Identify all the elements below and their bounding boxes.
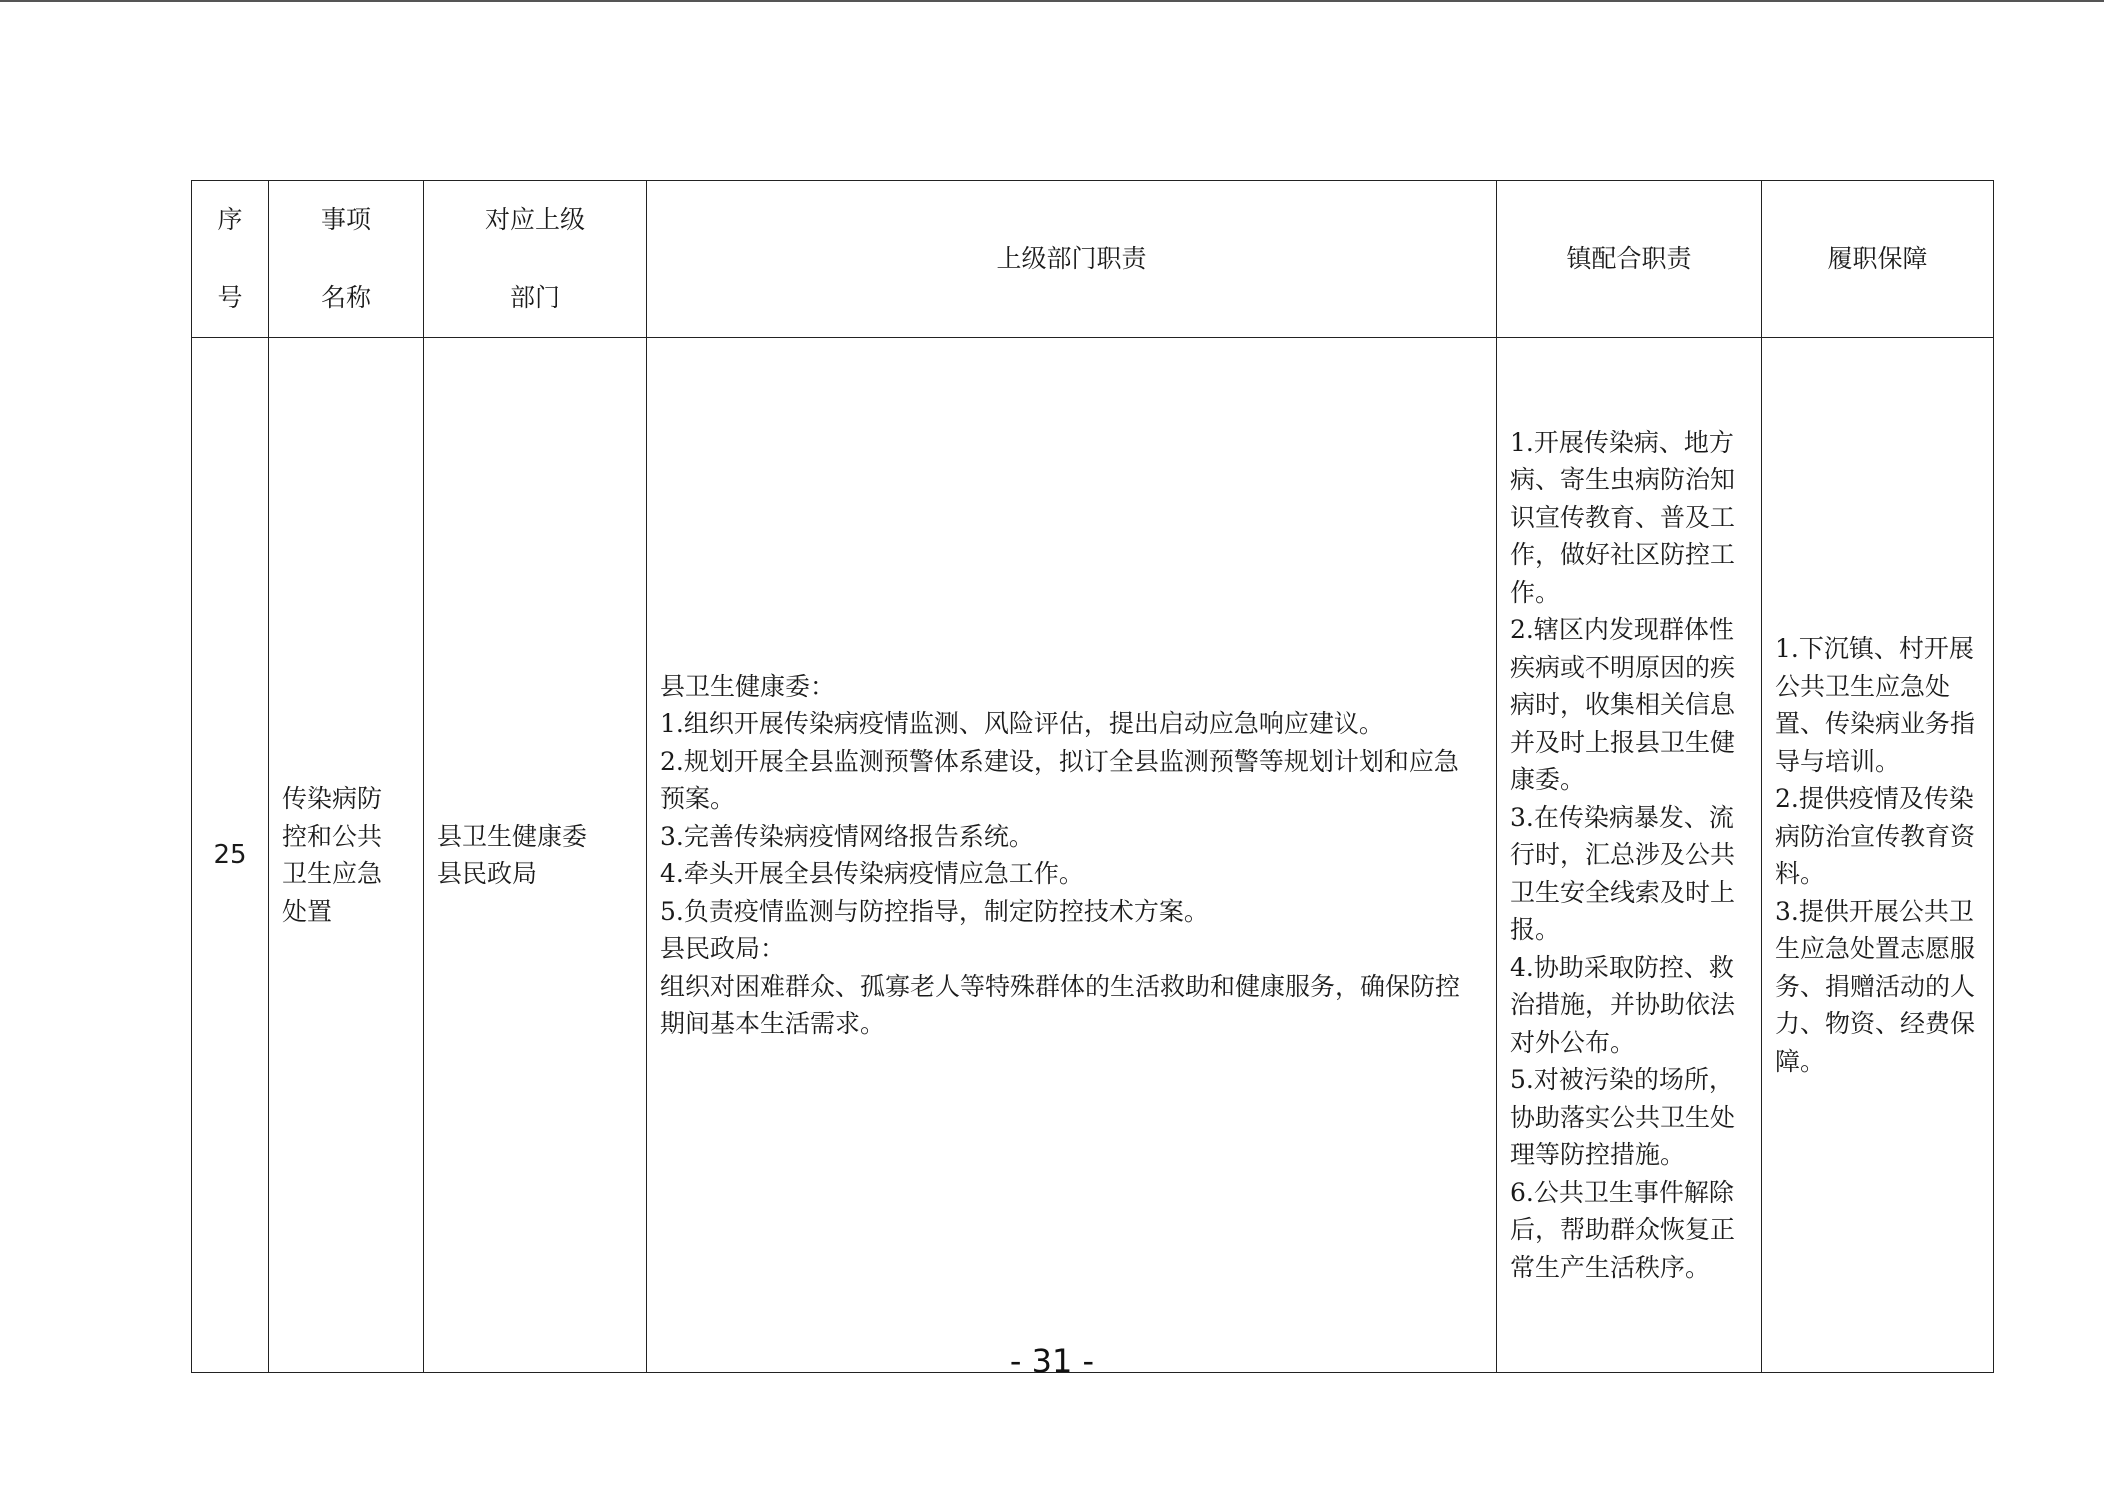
duty-table [191, 180, 1994, 1373]
cell-superior-duties [647, 338, 1497, 1373]
header-item-name: 事项 名称 [269, 181, 424, 338]
cell-item-name: 传染病防 控和公共 卫生应急 处置 [269, 338, 424, 1373]
guarantee-item: 3.提供开展公共卫生应急处置志愿服务、捐赠活动的人力、物资、经费保障。 [1775, 896, 1976, 1076]
town-duty-item: 5.对被污染的场所，协助落实公共卫生处理等防控措施。 [1510, 1065, 1736, 1170]
duties-line: 3.完善传染病疫情网络报告系统。 [660, 821, 1034, 851]
duties-line: 1.组织开展传染病疫情监测、风险评估，提出启动应急响应建议。 [660, 709, 1384, 738]
town-duty-item: 2.辖区内发现群体性疾病或不明原因的疾病时，收集相关信息并及时上报县卫生健康委。 [1510, 615, 1736, 795]
page-number: - 31 - [1009, 1342, 1095, 1380]
town-duty-item: 3.在传染病暴发、流行时，汇总涉及公共卫生安全线索及时上报。 [1510, 802, 1736, 945]
top-border-line [0, 0, 2104, 2]
duties-line: 县卫生健康委： [660, 671, 836, 701]
header-town-duties: 镇配合职责 [1497, 181, 1762, 338]
duties-line: 4.牵头开展全县传染病疫情应急工作。 [660, 859, 1084, 888]
duties-line: 组织对困难群众、孤寡老人等特殊群体的生活救助和健康服务，确保防控期间基本生活需求。 [660, 971, 1461, 1038]
guarantee-item: 1.下沉镇、村开展公共卫生应急处置、传染病业务指导与培训。 [1775, 634, 1976, 776]
guarantee-item: 2.提供疫情及传染病防治宣传教育资料。 [1775, 784, 1976, 888]
table-row [192, 338, 1994, 1373]
seq-number: 25 [213, 839, 247, 870]
cell-superior-dept: 县卫生健康委 县民政局 [424, 338, 647, 1373]
cell-town-duties [1497, 338, 1762, 1373]
header-seq: 序 号 [192, 181, 269, 338]
header-row [192, 181, 1994, 338]
header-guarantee: 履职保障 [1762, 181, 1994, 338]
cell-seq [192, 338, 269, 1373]
cell-guarantee [1762, 338, 1994, 1373]
duties-line: 5.负责疫情监测与防控指导，制定防控技术方案。 [660, 896, 1209, 926]
town-duty-item: 1.开展传染病、地方病、寄生虫病防治知识宣传教育、普及工作，做好社区防控工作。 [1510, 427, 1736, 607]
duties-line: 2.规划开展全县监测预警体系建设，拟订全县监测预警等规划计划和应急预案。 [660, 746, 1459, 813]
town-duty-item: 4.协助采取防控、救治措施，并协助依法对外公布。 [1510, 952, 1736, 1057]
duties-line: 县民政局： [660, 934, 786, 963]
town-duty-item: 6.公共卫生事件解除后，帮助群众恢复正常生产生活秩序。 [1510, 1177, 1736, 1282]
header-superior-dept: 对应上级 部门 [424, 181, 647, 338]
header-superior-duties: 上级部门职责 [647, 181, 1497, 338]
